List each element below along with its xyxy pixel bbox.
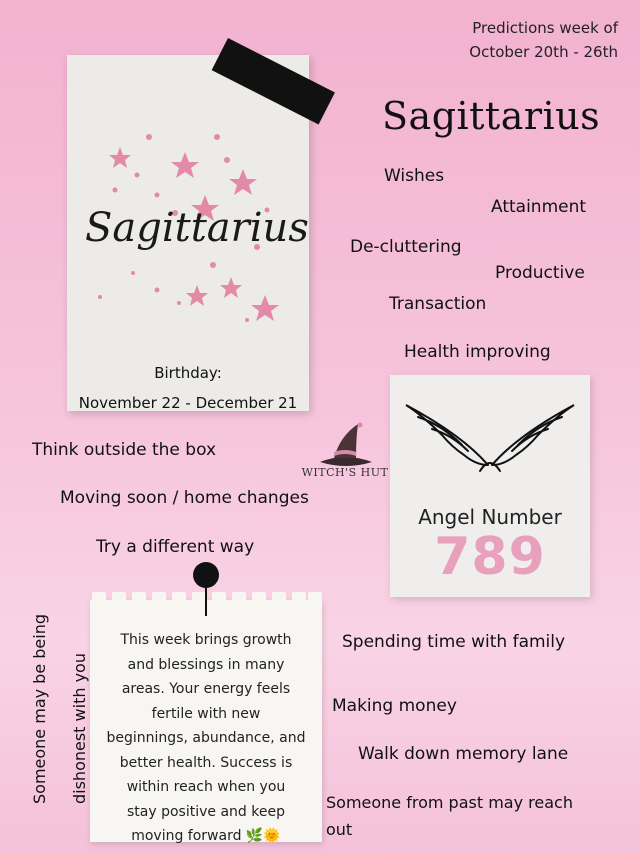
item-family-time: Spending time with family <box>342 632 566 652</box>
note-line: fertile with new <box>151 705 261 722</box>
angel-number: 789 <box>434 527 546 587</box>
note-line: beginnings, abundance, and <box>106 730 306 746</box>
vertical-line2: dishonest with you <box>70 653 89 804</box>
note-line: within reach when you <box>126 779 286 795</box>
sign-title: Sagittarius <box>382 94 601 138</box>
angel-label: Angel Number <box>418 505 562 529</box>
predictions-line1: Predictions week of <box>472 19 618 37</box>
item-someone-past-cont: out <box>326 820 353 839</box>
item-try-different: Try a different way <box>96 537 255 557</box>
keyword-attainment: Attainment <box>491 197 587 217</box>
keyword-decluttering: De-cluttering <box>350 237 462 257</box>
card-script-title: Sagittarius <box>85 205 309 251</box>
vertical-line1: Someone may be being <box>30 613 49 804</box>
birthday-range: November 22 - December 21 <box>78 394 298 412</box>
item-someone-past: Someone from past may reach <box>326 793 573 812</box>
item-making-money: Making money <box>332 696 457 716</box>
item-moving-soon: Moving soon / home changes <box>60 488 309 508</box>
sign-card <box>67 55 309 411</box>
witchs-hut-logo <box>300 418 390 488</box>
keyword-wishes: Wishes <box>384 166 445 186</box>
logo-text: WITCH'S HUT <box>301 466 389 479</box>
angel-card <box>390 375 590 597</box>
note-line: better health. Success is <box>119 754 293 771</box>
note-line: areas. Your energy feels <box>121 681 291 697</box>
note-body <box>96 628 316 849</box>
item-memory-lane: Walk down memory lane <box>358 744 569 764</box>
note-line: moving forward 🌿🌞 <box>131 828 281 844</box>
pin-icon <box>193 562 219 588</box>
note-line: and blessings in many <box>127 656 285 673</box>
predictions-line2: October 20th - 26th <box>469 43 618 61</box>
vertical-warning <box>20 554 100 804</box>
note-paper <box>90 600 322 842</box>
birthday-info <box>67 358 309 418</box>
witch-hat-icon <box>312 418 378 470</box>
item-think-outside: Think outside the box <box>32 440 217 460</box>
note-line: This week brings growth <box>120 632 292 648</box>
birthday-label: Birthday: <box>154 364 222 382</box>
keyword-health: Health improving <box>404 342 551 362</box>
keyword-transaction: Transaction <box>389 294 487 314</box>
note-line: stay positive and keep <box>127 803 285 820</box>
keyword-productive: Productive <box>495 263 585 283</box>
pin-stick <box>205 586 207 616</box>
angel-wings-icon <box>402 395 578 485</box>
predictions-header <box>418 16 618 64</box>
